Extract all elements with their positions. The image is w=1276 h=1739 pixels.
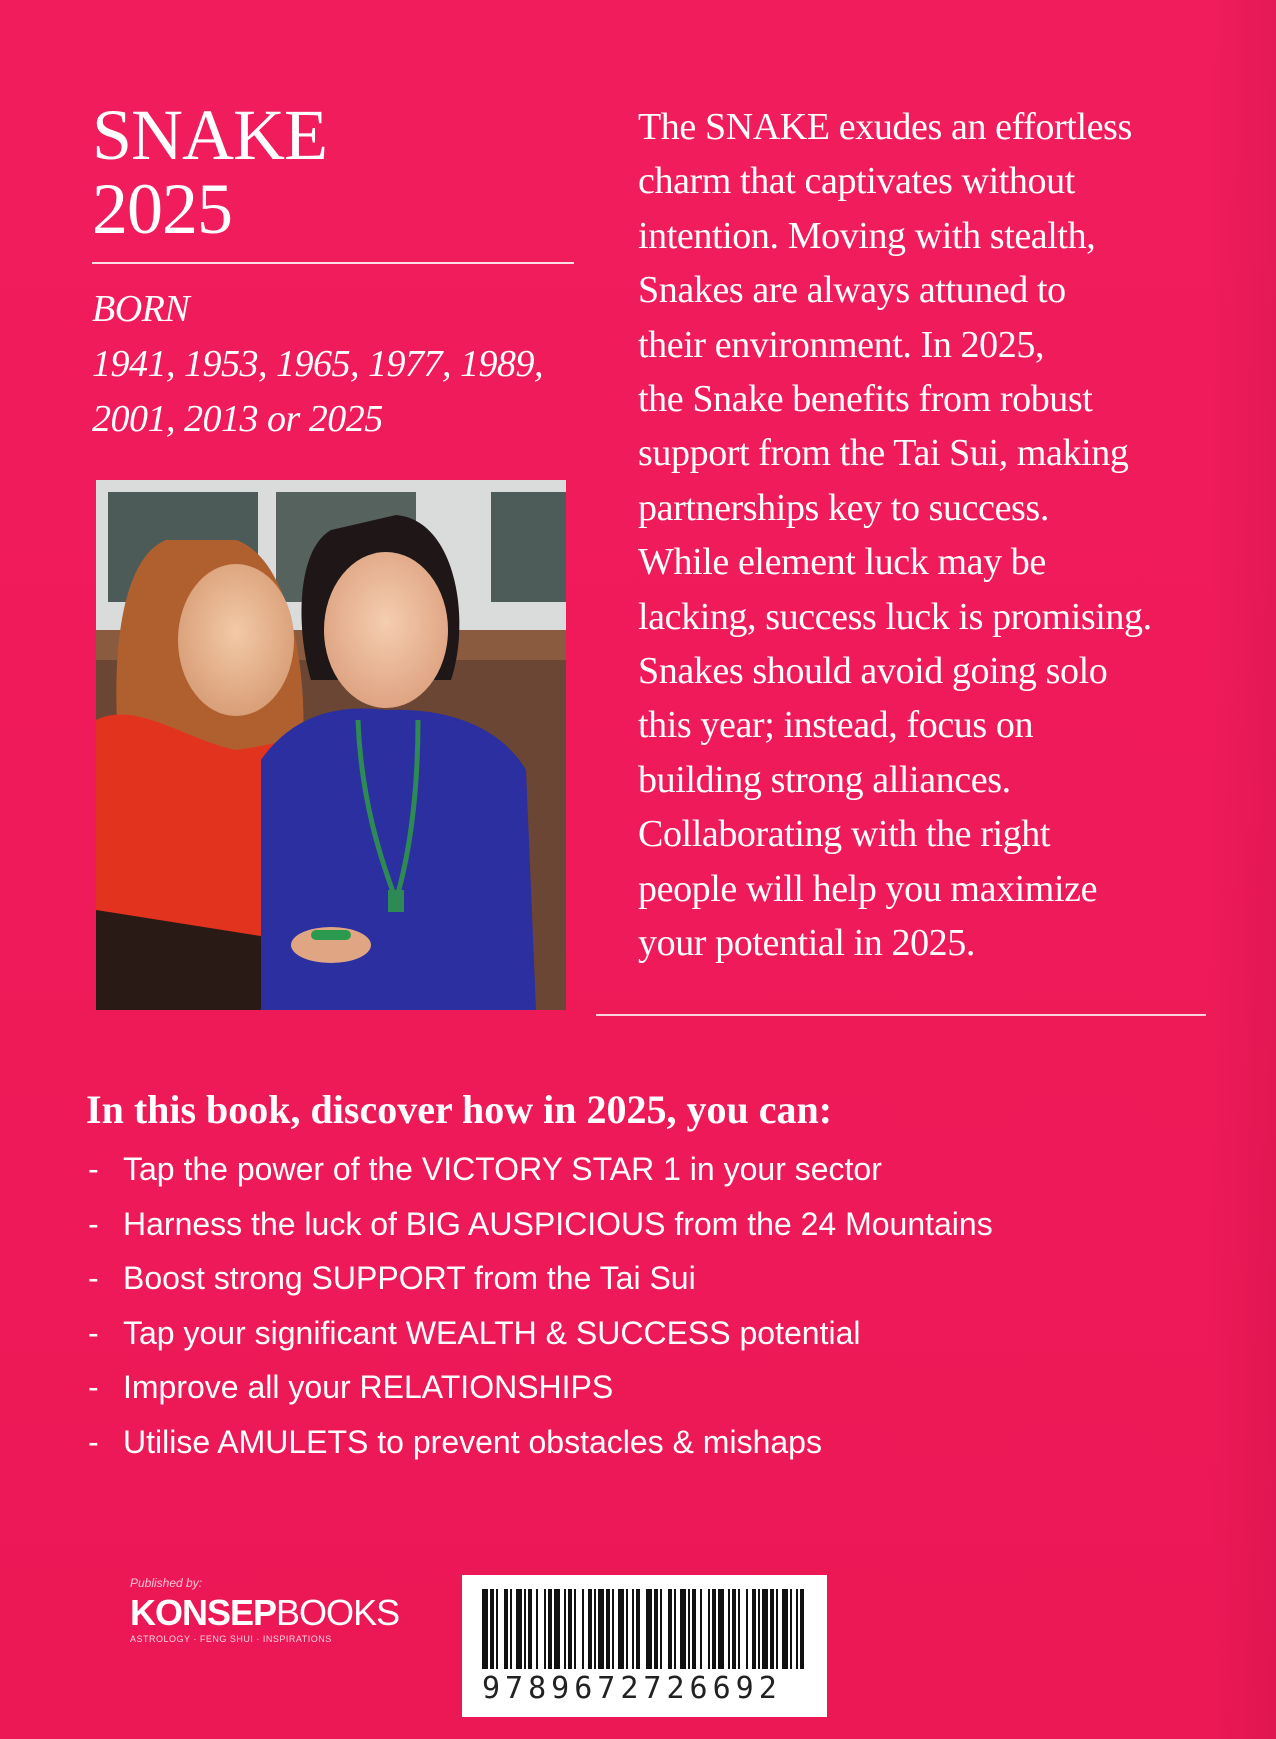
description-line: Snakes should avoid going solo	[638, 650, 1108, 693]
bullet-dash: -	[88, 1369, 99, 1405]
description-line: The SNAKE exudes an effortless	[638, 106, 1132, 148]
list-item	[88, 1415, 993, 1470]
description-line: While element luck may be	[638, 541, 1046, 584]
description-line: charm that captivates without	[638, 160, 1075, 203]
list-item	[88, 1360, 993, 1415]
description-paragraph	[638, 100, 1223, 971]
publisher-tagline: ASTROLOGY · FENG SHUI · INSPIRATIONS	[130, 1634, 332, 1644]
list-item	[88, 1197, 993, 1252]
list-item-text: Harness the luck of BIG AUSPICIOUS from the 24 Mountains	[123, 1205, 993, 1242]
list-item-text: Utilise AMULETS to prevent obstacles & mishaps	[123, 1423, 822, 1460]
bullet-dash: -	[88, 1260, 99, 1296]
list-item	[88, 1306, 993, 1361]
description-line: support from the Tai Sui, making	[638, 432, 1129, 475]
publisher-logo	[130, 1576, 420, 1644]
publisher-name-bold: KONSEP	[130, 1592, 277, 1633]
description-line: lacking, success luck is promising.	[638, 595, 1152, 638]
list-item-text: Boost strong SUPPORT from the Tai Sui	[123, 1260, 696, 1296]
bullet-dash: -	[88, 1151, 99, 1187]
title-divider	[92, 262, 574, 264]
discover-list	[88, 1142, 993, 1469]
list-item	[88, 1251, 993, 1306]
list-item	[88, 1142, 993, 1197]
book-title	[92, 95, 328, 249]
description-divider	[596, 1014, 1206, 1016]
description-line: building strong alliances.	[638, 758, 1011, 801]
born-label: BORN	[92, 288, 190, 330]
publisher-name	[130, 1594, 420, 1632]
description-line: Collaborating with the right	[638, 813, 1051, 856]
title-line-2: 2025	[92, 169, 232, 249]
barcode-number: 9789672726692	[482, 1671, 782, 1706]
discover-heading: In this book, discover how in 2025, you can:	[86, 1087, 833, 1132]
bullet-dash: -	[88, 1314, 99, 1351]
description-line: their environment. In 2025,	[638, 323, 1045, 366]
born-years-line-2: 2001, 2013 or 2025	[92, 398, 383, 440]
description-line: intention. Moving with stealth,	[638, 214, 1096, 257]
list-item-text: Improve all your RELATIONSHIPS	[123, 1369, 614, 1405]
bullet-dash: -	[88, 1205, 99, 1242]
description-line: Snakes are always attuned to	[638, 269, 1066, 312]
publisher-label: Published by:	[130, 1576, 203, 1590]
born-years-line-1: 1941, 1953, 1965, 1977, 1989,	[92, 343, 543, 385]
description-line: partnerships key to success.	[638, 486, 1049, 529]
author-photo	[96, 480, 566, 1010]
description-line: people will help you maximize	[638, 867, 1098, 910]
description-line: this year; instead, focus on	[638, 704, 1034, 747]
barcode-bars	[482, 1589, 807, 1669]
bullet-dash: -	[88, 1423, 99, 1460]
born-years	[92, 282, 543, 447]
list-item-text: Tap your significant WEALTH & SUCCESS potential	[123, 1314, 861, 1351]
list-item-text: Tap the power of the VICTORY STAR 1 in your sector	[123, 1151, 882, 1187]
isbn-barcode	[462, 1575, 827, 1717]
title-line-1: SNAKE	[92, 95, 328, 175]
author-photo-image	[96, 480, 566, 1010]
publisher-name-regular: BOOKS	[276, 1592, 400, 1633]
description-line: the Snake benefits from robust	[638, 378, 1093, 421]
description-line: your potential in 2025.	[638, 922, 975, 965]
